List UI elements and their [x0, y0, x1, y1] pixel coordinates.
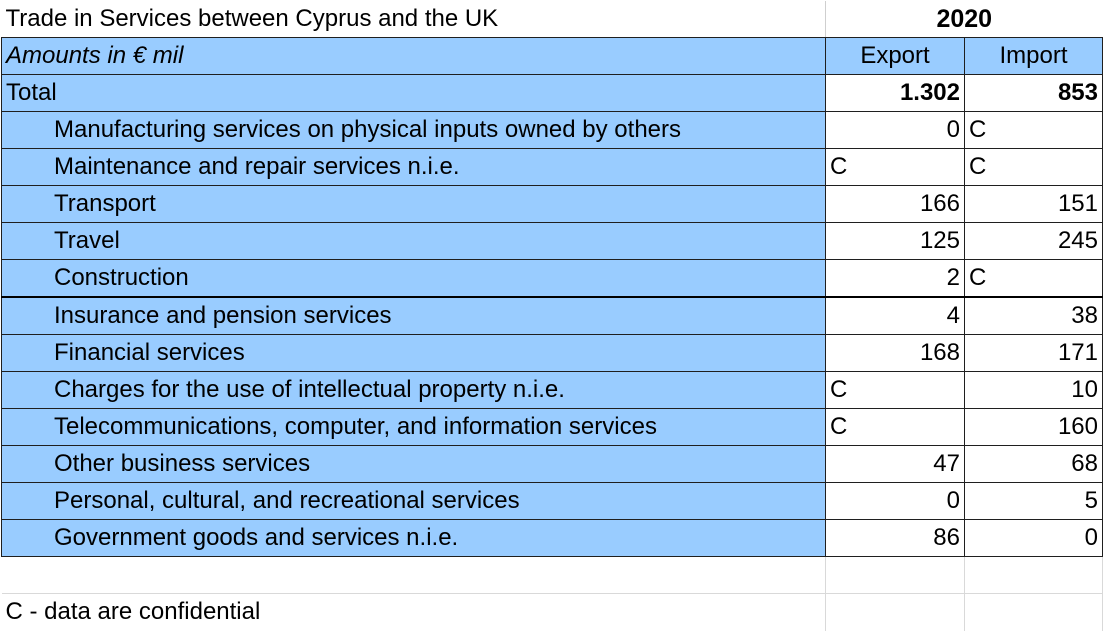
table-body — [2, 1, 1103, 631]
blank-cell — [826, 594, 965, 631]
export-cell: C — [826, 372, 965, 409]
table-row — [2, 149, 1103, 186]
import-cell: 151 — [965, 186, 1103, 223]
export-cell: 125 — [826, 223, 965, 260]
row-label: Financial services — [2, 335, 826, 372]
table-row — [2, 446, 1103, 483]
blank-cell — [826, 557, 965, 594]
import-cell: C — [965, 260, 1103, 298]
blank-cell — [965, 594, 1103, 631]
row-label: Transport — [2, 186, 826, 223]
import-cell: C — [965, 149, 1103, 186]
export-cell: 4 — [826, 297, 965, 335]
export-cell: 2 — [826, 260, 965, 298]
row-label: Charges for the use of intellectual property n.i.e. — [2, 372, 826, 409]
table-row — [2, 520, 1103, 557]
blank-row — [2, 557, 1103, 594]
import-cell: 160 — [965, 409, 1103, 446]
export-cell: C — [826, 149, 965, 186]
row-label: Maintenance and repair services n.i.e. — [2, 149, 826, 186]
table-row — [2, 335, 1103, 372]
footnote-row — [2, 594, 1103, 631]
export-cell: 0 — [826, 483, 965, 520]
import-cell: 171 — [965, 335, 1103, 372]
row-label: Personal, cultural, and recreational services — [2, 483, 826, 520]
import-cell: 245 — [965, 223, 1103, 260]
total-import-cell: 853 — [965, 75, 1103, 112]
export-cell: 166 — [826, 186, 965, 223]
table-row — [2, 483, 1103, 520]
table-row — [2, 409, 1103, 446]
export-cell: C — [826, 409, 965, 446]
import-cell: 68 — [965, 446, 1103, 483]
row-label: Construction — [2, 260, 826, 298]
row-label: Insurance and pension services — [2, 297, 826, 335]
import-cell: 38 — [965, 297, 1103, 335]
export-cell: 47 — [826, 446, 965, 483]
table-row — [2, 260, 1103, 298]
blank-cell — [2, 557, 826, 594]
table-row — [2, 372, 1103, 409]
total-export-cell: 1.302 — [826, 75, 965, 112]
header-row — [2, 38, 1103, 75]
export-header: Export — [826, 38, 965, 75]
import-header: Import — [965, 38, 1103, 75]
row-label: Manufacturing services on physical inputs owned by others — [2, 112, 826, 149]
trade-services-table — [1, 1, 1103, 631]
footnote: C - data are confidential — [2, 594, 826, 631]
year-header: 2020 — [826, 1, 1103, 38]
import-cell: C — [965, 112, 1103, 149]
total-label: Total — [2, 75, 826, 112]
table-row — [2, 186, 1103, 223]
import-cell: 0 — [965, 520, 1103, 557]
table-row — [2, 297, 1103, 335]
total-row — [2, 75, 1103, 112]
table-title: Trade in Services between Cyprus and the UK — [2, 1, 826, 38]
table-row — [2, 112, 1103, 149]
import-cell: 5 — [965, 483, 1103, 520]
row-label: Telecommunications, computer, and information services — [2, 409, 826, 446]
export-cell: 86 — [826, 520, 965, 557]
export-cell: 0 — [826, 112, 965, 149]
export-cell: 168 — [826, 335, 965, 372]
row-label: Government goods and services n.i.e. — [2, 520, 826, 557]
title-row — [2, 1, 1103, 38]
row-label: Other business services — [2, 446, 826, 483]
import-cell: 10 — [965, 372, 1103, 409]
units-label: Amounts in € mil — [2, 38, 826, 75]
row-label: Travel — [2, 223, 826, 260]
table-row — [2, 223, 1103, 260]
blank-cell — [965, 557, 1103, 594]
